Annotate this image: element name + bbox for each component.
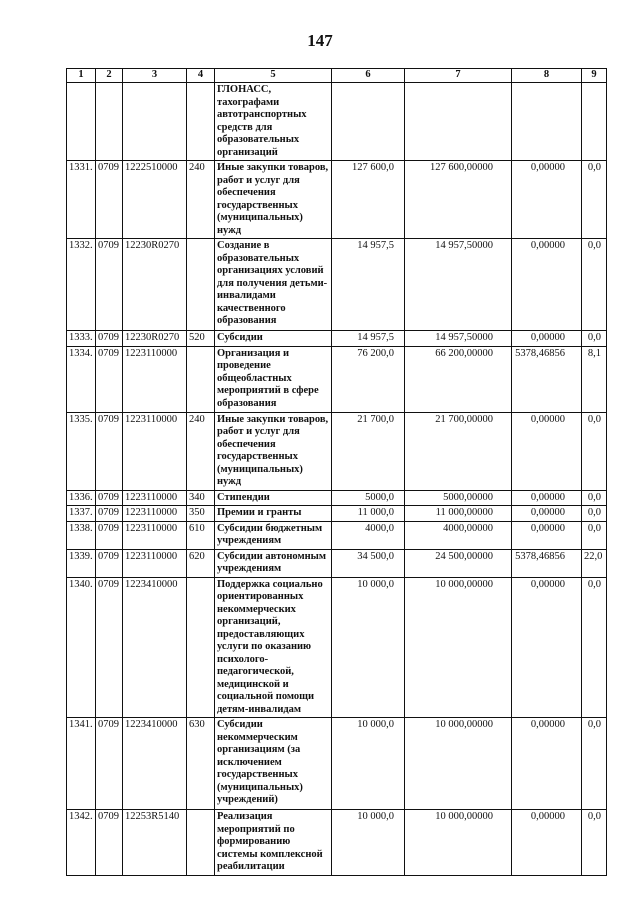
adjusted-amount: 66 200,00000 [405,346,512,412]
page-number: 147 [307,31,333,50]
target-article-code: 1222510000 [123,161,187,239]
column-header: 9 [582,69,607,83]
planned-amount: 4000,0 [332,521,405,549]
table-row [67,490,607,506]
budget-table [66,68,607,876]
column-header: 1 [67,69,96,83]
execution-percent: 0,0 [582,521,607,549]
item-name: Стипендии [215,490,332,506]
adjusted-amount: 10 000,00000 [405,718,512,810]
executed-amount: 0,00000 [512,577,582,718]
executed-amount: 0,00000 [512,810,582,876]
execution-percent [582,83,607,161]
expense-type-code: 620 [187,549,215,577]
execution-percent: 0,0 [582,810,607,876]
planned-amount: 14 957,5 [332,331,405,347]
table-row [67,346,607,412]
target-article-code: 1223410000 [123,718,187,810]
table-row [67,161,607,239]
execution-percent: 0,0 [582,161,607,239]
row-number: 1332. [67,239,96,331]
column-header: 4 [187,69,215,83]
executed-amount: 0,00000 [512,239,582,331]
expense-type-code: 350 [187,506,215,522]
executed-amount: 5378,46856 [512,549,582,577]
item-name: Реализация мероприятий по формированию системы комплексной реабилитации [215,810,332,876]
adjusted-amount: 10 000,00000 [405,577,512,718]
section-code: 0709 [96,718,123,810]
expense-type-code: 240 [187,161,215,239]
target-article-code: 1223110000 [123,521,187,549]
executed-amount: 0,00000 [512,718,582,810]
executed-amount: 0,00000 [512,490,582,506]
target-article-code: 1223110000 [123,490,187,506]
execution-percent: 0,0 [582,506,607,522]
item-name: Субсидии [215,331,332,347]
row-number: 1335. [67,412,96,490]
planned-amount: 21 700,0 [332,412,405,490]
section-code: 0709 [96,412,123,490]
item-name: Премии и гранты [215,506,332,522]
table-row [67,412,607,490]
planned-amount: 10 000,0 [332,718,405,810]
target-article-code: 12253R5140 [123,810,187,876]
expense-type-code [187,577,215,718]
adjusted-amount: 14 957,50000 [405,331,512,347]
row-number: 1333. [67,331,96,347]
execution-percent: 0,0 [582,331,607,347]
adjusted-amount: 14 957,50000 [405,239,512,331]
row-number: 1337. [67,506,96,522]
planned-amount: 10 000,0 [332,810,405,876]
table-row [67,239,607,331]
row-number: 1336. [67,490,96,506]
expense-type-code: 630 [187,718,215,810]
target-article-code: 12230R0270 [123,239,187,331]
row-number: 1338. [67,521,96,549]
section-code: 0709 [96,346,123,412]
executed-amount: 0,00000 [512,506,582,522]
column-header: 6 [332,69,405,83]
table-header-row [67,69,607,83]
planned-amount: 76 200,0 [332,346,405,412]
adjusted-amount: 21 700,00000 [405,412,512,490]
item-name: Создание в образовательных организациях условий для получения детьми-инвалидами качественного образования [215,239,332,331]
target-article-code [123,83,187,161]
table-row [67,331,607,347]
adjusted-amount: 11 000,00000 [405,506,512,522]
target-article-code: 1223110000 [123,506,187,522]
executed-amount: 5378,46856 [512,346,582,412]
row-number: 1334. [67,346,96,412]
section-code [96,83,123,161]
expense-type-code [187,239,215,331]
planned-amount: 11 000,0 [332,506,405,522]
adjusted-amount: 24 500,00000 [405,549,512,577]
planned-amount: 14 957,5 [332,239,405,331]
row-number: 1339. [67,549,96,577]
item-name: Субсидии некоммерческим организациям (за исключением государственных (муниципальных) учреждений) [215,718,332,810]
table-row [67,549,607,577]
column-header: 2 [96,69,123,83]
planned-amount: 5000,0 [332,490,405,506]
item-name: Субсидии бюджетным учреждениям [215,521,332,549]
row-number [67,83,96,161]
table-row [67,521,607,549]
expense-type-code: 610 [187,521,215,549]
section-code: 0709 [96,490,123,506]
planned-amount: 127 600,0 [332,161,405,239]
table-row [67,718,607,810]
item-name: Иные закупки товаров, работ и услуг для обеспечения государственных (муниципальных) нужд [215,412,332,490]
item-name: Субсидии автономным учреждениям [215,549,332,577]
table-row [67,506,607,522]
table-row [67,577,607,718]
expense-type-code: 520 [187,331,215,347]
execution-percent: 0,0 [582,412,607,490]
section-code: 0709 [96,239,123,331]
table-row [67,810,607,876]
target-article-code: 1223110000 [123,549,187,577]
adjusted-amount: 10 000,00000 [405,810,512,876]
execution-percent: 0,0 [582,718,607,810]
expense-type-code [187,83,215,161]
execution-percent: 0,0 [582,577,607,718]
executed-amount: 0,00000 [512,521,582,549]
adjusted-amount: 4000,00000 [405,521,512,549]
section-code: 0709 [96,549,123,577]
row-number: 1340. [67,577,96,718]
row-number: 1331. [67,161,96,239]
item-name: Организация и проведение общеобластных мероприятий в сфере образования [215,346,332,412]
column-header: 7 [405,69,512,83]
item-name: Поддержка социально ориентированных некоммерческих организаций, предоставляющих услуги по оказанию психолого-педагогической, медицинской и социальной помощи детям-инвалидам [215,577,332,718]
column-header: 5 [215,69,332,83]
row-number: 1341. [67,718,96,810]
execution-percent: 0,0 [582,239,607,331]
executed-amount [512,83,582,161]
planned-amount: 34 500,0 [332,549,405,577]
section-code: 0709 [96,521,123,549]
item-name: ГЛОНАСС, тахографами автотранспортных средств для образовательных организаций [215,83,332,161]
item-name: Иные закупки товаров, работ и услуг для обеспечения государственных (муниципальных) нужд [215,161,332,239]
executed-amount: 0,00000 [512,412,582,490]
adjusted-amount [405,83,512,161]
section-code: 0709 [96,331,123,347]
planned-amount [332,83,405,161]
adjusted-amount: 127 600,00000 [405,161,512,239]
table-row [67,83,607,161]
target-article-code: 1223410000 [123,577,187,718]
column-header: 3 [123,69,187,83]
execution-percent: 22,0 [582,549,607,577]
executed-amount: 0,00000 [512,331,582,347]
section-code: 0709 [96,161,123,239]
expense-type-code: 240 [187,412,215,490]
execution-percent: 8,1 [582,346,607,412]
executed-amount: 0,00000 [512,161,582,239]
row-number: 1342. [67,810,96,876]
section-code: 0709 [96,506,123,522]
execution-percent: 0,0 [582,490,607,506]
target-article-code: 1223110000 [123,346,187,412]
section-code: 0709 [96,810,123,876]
expense-type-code [187,810,215,876]
planned-amount: 10 000,0 [332,577,405,718]
adjusted-amount: 5000,00000 [405,490,512,506]
target-article-code: 1223110000 [123,412,187,490]
section-code: 0709 [96,577,123,718]
target-article-code: 12230R0270 [123,331,187,347]
expense-type-code: 340 [187,490,215,506]
column-header: 8 [512,69,582,83]
expense-type-code [187,346,215,412]
